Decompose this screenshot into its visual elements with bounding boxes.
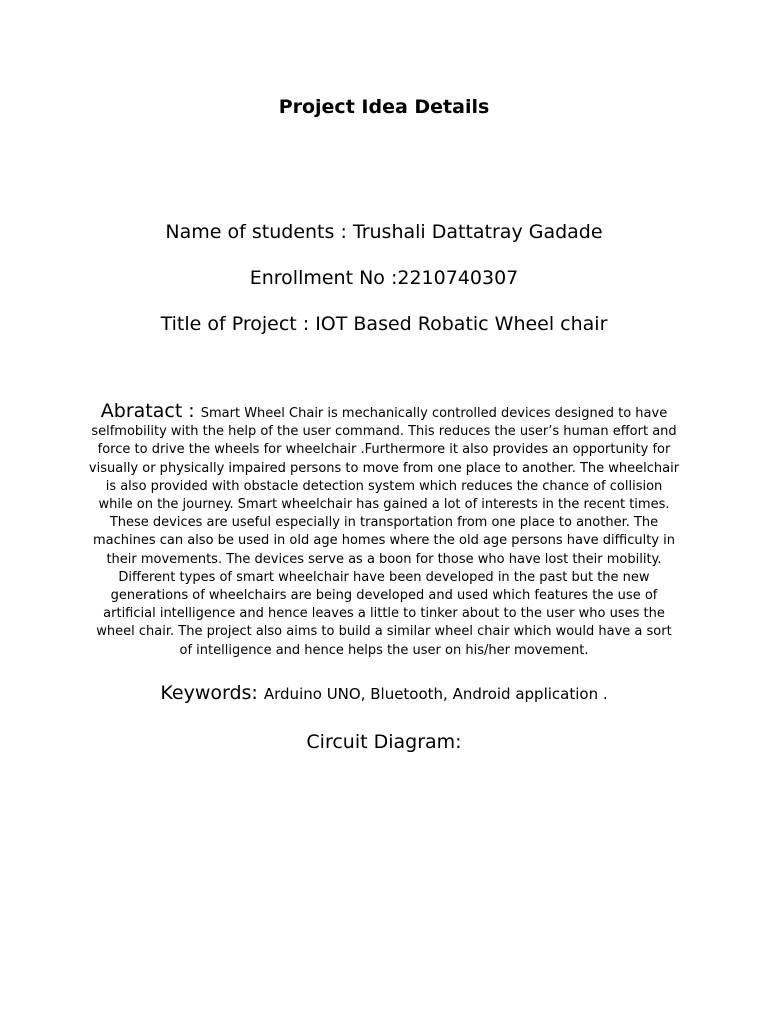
circuit-diagram-heading: Circuit Diagram:	[306, 731, 462, 753]
keywords-text: Arduino UNO, Bluetooth, Android application .	[263, 685, 608, 703]
enrollment-number-line: Enrollment No :2210740307	[249, 267, 519, 289]
page-title: Project Idea Details	[278, 96, 490, 118]
keywords-line	[0, 682, 768, 704]
project-title-line: Title of Project : IOT Based Robatic Wheel chair	[160, 313, 608, 335]
student-name-line: Name of students : Trushali Dattatray Gadade	[165, 221, 603, 243]
abstract-text: Smart Wheel Chair is mechanically controlled devices designed to have selfmobility with the help of the user command. This reduces the user’s human effort and force to drive the wheels for wheelchair .Furthermore it also provides an opportunity for visually or physically impaired persons to move from one place to another. The wheelchair is also provided with obstacle detection system which reduces the chance of collision while on the journey. Smart wheelchair has gained a lot of interests in the recent times. These devices are useful especially in transportation from one place to another. The machines can also be used in old age homes where the old age persons have difficulty in their movements. The devices serve as a boon for those who have lost their mobility. Different types of smart wheelchair have been developed in the past but the new generations of wheelchairs are being developed and used which features the use of artificial intelligence and hence leaves a little to tinker about to the user who uses the wheel chair. The project also aims to build a similar wheel chair which would have a sort of intelligence and hence helps the user on his/her movement.	[88, 406, 680, 658]
abstract-label: Abratact :	[100, 400, 201, 422]
abstract-paragraph	[88, 402, 680, 660]
keywords-label: Keywords:	[160, 682, 264, 704]
